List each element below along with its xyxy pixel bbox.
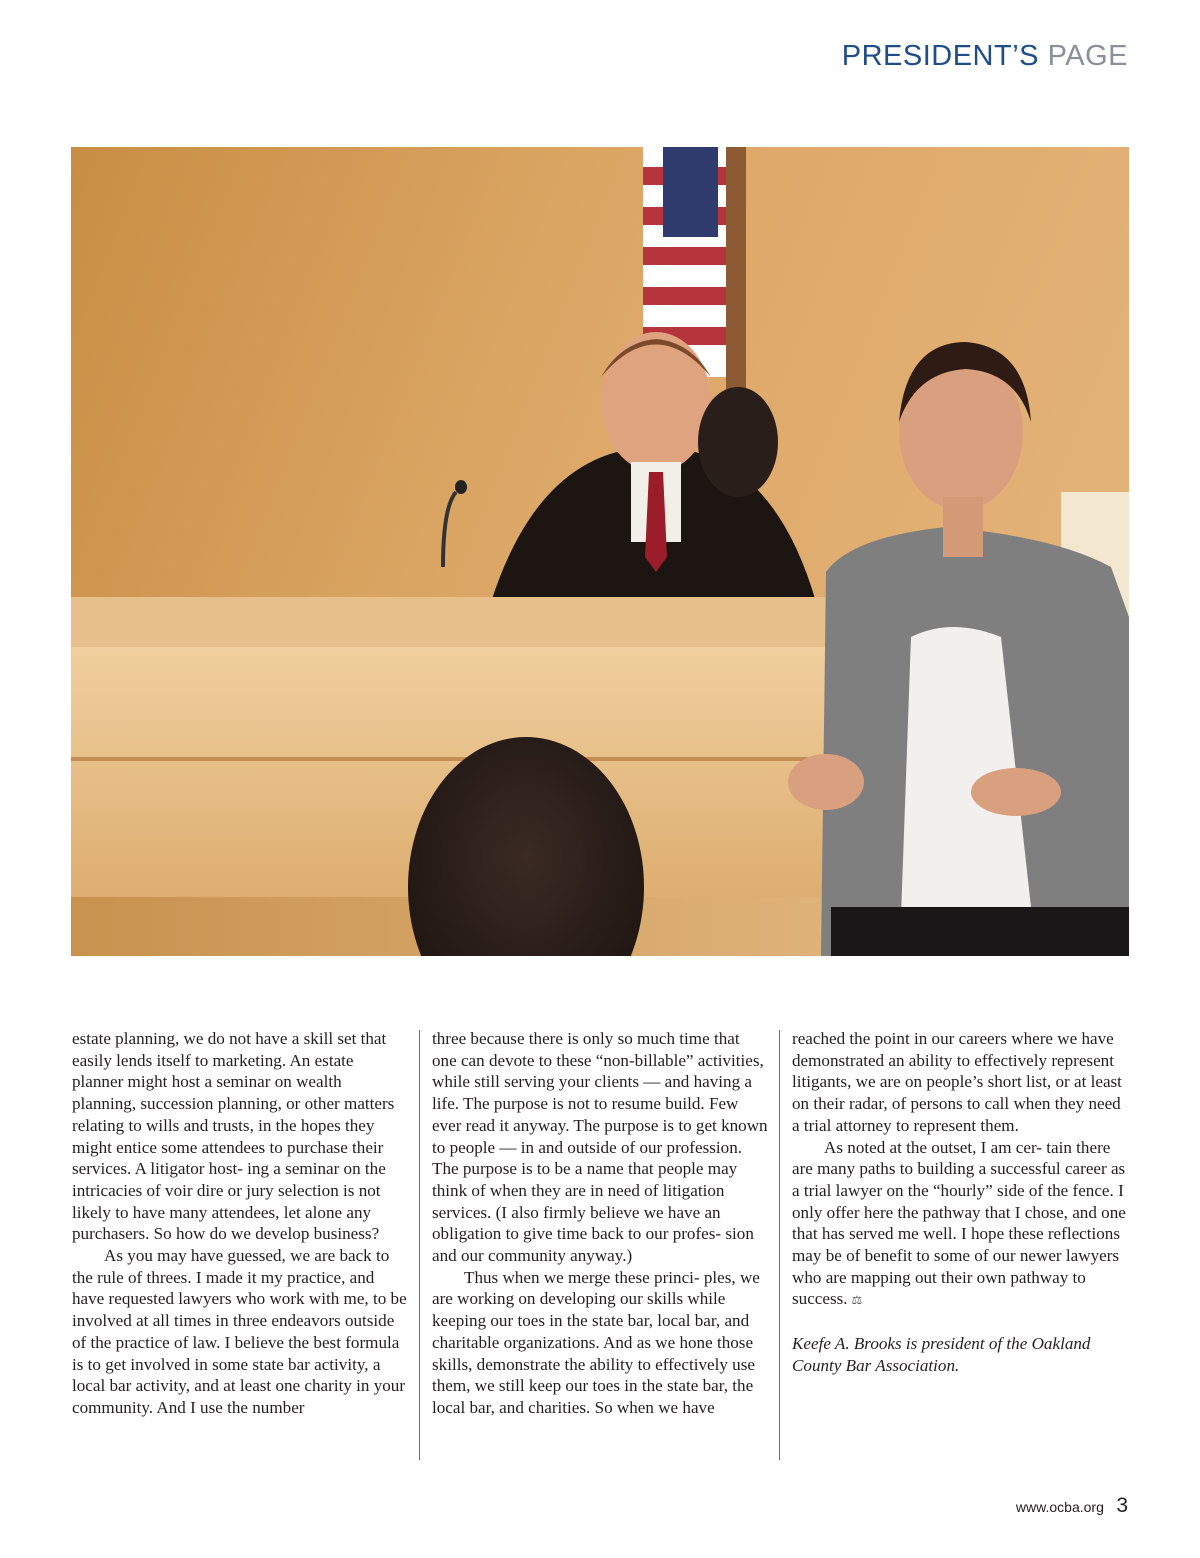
paragraph: reached the point in our careers where we have demonstrated an ability to effectively represent litigants, we are on people’s short list, or at least on their radar, of persons to call when they need a trial attorney to represent them. [792,1029,1122,1135]
paragraph: estate planning, we do not have a skill set that easily lends itself to marketing. An estate planner might host a seminar on wealth planning, succession planning, or other matters relating to wills and trusts, in the hopes they might entice some attendees to purchase their services. A litigator host- ing a seminar on the intricacies of voir dire or jury selection is not likely to have many attendees, let alone any purchasers. So how do we develop business? [72,1029,395,1244]
paragraph-text: As noted at the outset, I am cer- tain there are many paths to building a successful career as a trial lawyer on the “hourly” side of the fence. I only offer here the pathway that I chose, and one that has served me well. I hope these reflections may be of benefit to some of our newer lawyers who are mapping out their own pathway to success. [792,1137,1126,1309]
page-number: 3 [1116,1494,1128,1517]
author-byline: Keefe A. Brooks is president of the Oakland County Bar Association. [792,1334,1091,1375]
end-mark-icon: ⚖ [851,1293,863,1308]
courtroom-photo [71,147,1129,956]
paragraph: As you may have guessed, we are back to the rule of threes. I made it my practice, and have requested lawyers who work with me, to be involved at all times in three endeavors outside of the practice of law. I believe the best formula is to get involved in some state bar activity, a local bar activity, and at least one charity in your community. And I use the number [72,1246,407,1417]
article-column-3 [792,1028,1128,1377]
paragraph: three because there is only so much time that one can devote to these “non-billable” activities, while still serving your clients — and having a life. The purpose is not to resume build. Few ever read it anyway. The purpose is to get known to people — in and outside of our profession. The purpose is to be a name that people may think of when they are in need of litigation services. (I also firmly believe we have an obligation to give time back to our profes- sion and our community anyway.) [432,1029,768,1266]
article-column-2 [432,1028,768,1419]
column-divider [779,1030,780,1460]
paragraph: Thus when we merge these princi- ples, we are working on developing our skills while keeping our toes in the state bar, local bar, and charitable organizations. And as we hone those skills, demonstrate the ability to effectively use them, we still keep our toes in the state bar, the local bar, and charities. So when we have [432,1267,760,1417]
paragraph [792,1137,1128,1313]
footer-url[interactable]: www.ocba.org [1015,1499,1104,1515]
page-header [842,40,1128,73]
header-title-light: PAGE [1047,40,1128,72]
column-divider [419,1030,420,1460]
page-footer [1016,1494,1128,1518]
header-title-bold: PRESIDENT’S [841,40,1039,72]
article-column-1 [72,1028,408,1419]
courtroom-illustration [71,147,1129,956]
